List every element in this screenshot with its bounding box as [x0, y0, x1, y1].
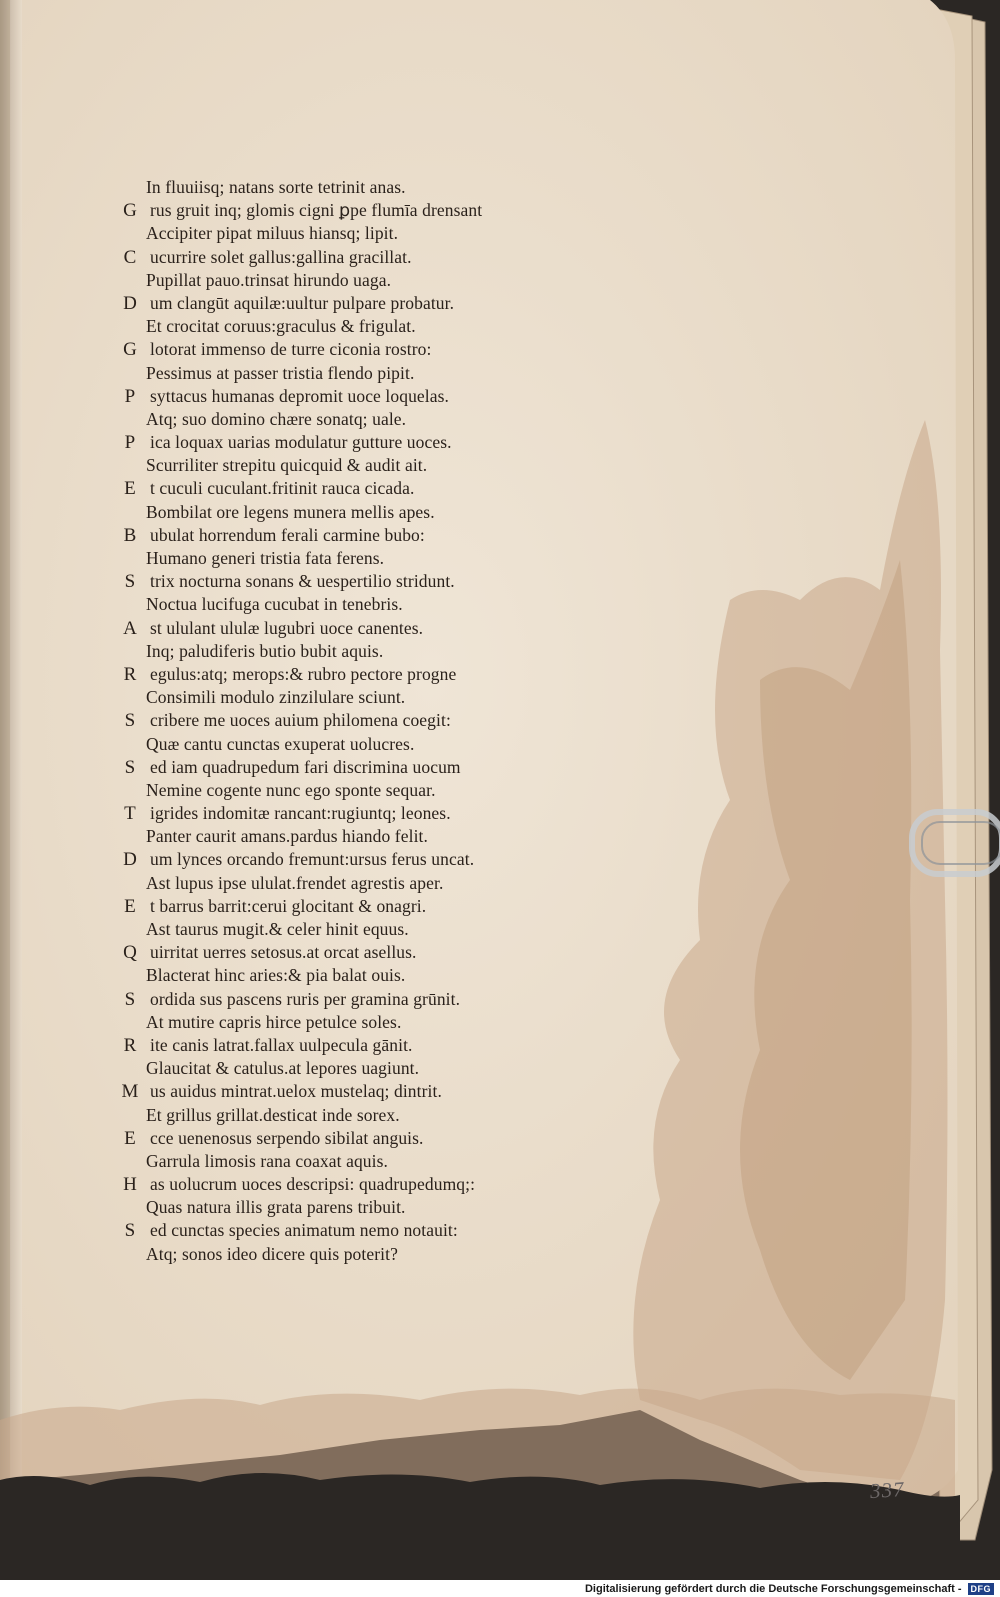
text-line	[118, 663, 588, 686]
line-text: Quas natura illis grata parens tribuit.	[146, 1197, 406, 1218]
line-text: t barrus barrit:cerui glocitant & onagri.	[150, 895, 427, 916]
line-text: cce uenenosus serpendo sibilat anguis.	[150, 1127, 424, 1148]
text-line	[118, 988, 588, 1011]
text-line	[118, 1104, 588, 1127]
text-line	[118, 222, 588, 245]
text-line	[118, 593, 588, 616]
text-line	[118, 1219, 588, 1242]
line-text: Scurriliter strepitu quicquid & audit ait.	[146, 455, 428, 476]
text-line	[118, 1080, 588, 1103]
text-line	[118, 802, 588, 825]
line-text: Ast lupus ipse ululat.frendet agrestis aper.	[146, 872, 444, 893]
line-text: um clangūt aquilæ:uultur pulpare probatur.	[150, 292, 455, 313]
guide-letter: D	[123, 849, 137, 871]
line-text: ubulat horrendum ferali carmine bubo:	[150, 524, 425, 545]
text-line	[118, 547, 588, 570]
line-text: In fluuiisq; natans sorte tetrinit anas.	[146, 177, 406, 197]
line-text: as uolucrum uoces descripsi: quadrupedumq;:	[150, 1174, 476, 1195]
text-line	[118, 292, 588, 315]
text-line	[118, 477, 588, 500]
text-line	[118, 269, 588, 292]
guide-letter: S	[124, 1220, 136, 1242]
text-line	[118, 941, 588, 964]
text-line	[118, 779, 588, 802]
line-text: Humano generi tristia fata ferens.	[146, 548, 385, 568]
text-line	[118, 895, 588, 918]
line-text: Atq; sonos ideo dicere quis poterit?	[146, 1243, 398, 1264]
guide-letter: P	[124, 432, 136, 454]
line-text: Consimili modulo zinzilulare sciunt.	[146, 687, 406, 708]
line-text: ite canis latrat.fallax uulpecula gānit.	[150, 1034, 413, 1055]
line-text: t cuculi cuculant.fritinit rauca cicada.	[150, 478, 415, 499]
guide-letter: E	[124, 1127, 136, 1149]
guide-letter: M	[121, 1081, 139, 1103]
line-text: ed cunctas species animatum nemo notauit:	[150, 1220, 458, 1241]
text-line	[118, 454, 588, 477]
guide-letter: C	[123, 246, 137, 268]
guide-letter: A	[123, 617, 137, 639]
dfg-logo-icon: DFG	[968, 1583, 995, 1595]
text-line	[118, 524, 588, 547]
line-text: Inq; paludiferis butio bubit aquis.	[146, 640, 384, 661]
line-text: Ast taurus mugit.& celer hinit equus.	[146, 919, 409, 939]
line-text: Blacterat hinc aries:& pia balat ouis.	[146, 965, 406, 986]
line-text: ordida sus pascens ruris per gramina grūnit.	[150, 988, 461, 1009]
footer-bar	[0, 1580, 1000, 1597]
guide-letter: S	[124, 756, 136, 778]
line-text: Quæ cantu cunctas exuperat uolucres.	[146, 733, 415, 754]
text-line	[118, 246, 588, 269]
text-line	[118, 176, 588, 199]
guide-letter: S	[124, 571, 136, 593]
line-text: rus gruit inq; glomis cigni ꝑpe flumīa drensant	[150, 200, 483, 221]
guide-letter: P	[124, 385, 136, 407]
line-text: um lynces orcando fremunt:ursus ferus uncat.	[150, 849, 475, 870]
guide-letter: D	[123, 292, 137, 314]
text-line	[118, 362, 588, 385]
guide-letter: S	[124, 710, 136, 732]
text-line	[118, 1011, 588, 1034]
guide-letter: B	[123, 524, 137, 546]
text-line	[118, 872, 588, 895]
line-text: Et grillus grillat.desticat inde sorex.	[146, 1104, 400, 1125]
text-line	[118, 501, 588, 524]
text-line	[118, 825, 588, 848]
line-text: cribere me uoces auium philomena coegit:	[150, 710, 451, 731]
text-line	[118, 570, 588, 593]
line-text: egulus:atq; merops:& rubro pectore progne	[150, 663, 457, 684]
funding-credit: Digitalisierung gefördert durch die Deutsche Forschungsgemeinschaft -	[584, 1582, 962, 1595]
text-line	[118, 1127, 588, 1150]
line-text: Garrula limosis rana coaxat aquis.	[146, 1150, 388, 1171]
text-line	[118, 1057, 588, 1080]
text-line	[118, 709, 588, 732]
text-line	[118, 918, 588, 941]
line-text: uirritat uerres setosus.at orcat asellus.	[150, 942, 417, 963]
line-text: Pupillat pauo.trinsat hirundo uaga.	[146, 269, 392, 290]
text-line	[118, 733, 588, 756]
guide-letter: G	[123, 200, 137, 222]
line-text: ed iam quadrupedum fari discrimina uocum	[150, 756, 461, 777]
guide-letter: R	[123, 1034, 137, 1056]
line-text: Atq; suo domino chære sonatq; uale.	[146, 408, 407, 429]
text-line	[118, 640, 588, 663]
guide-letter: G	[123, 339, 137, 361]
line-text: lotorat immenso de turre ciconia rostro:	[150, 339, 432, 360]
folio-number: 337	[869, 1476, 906, 1504]
guide-letter: Q	[123, 942, 137, 964]
text-line	[118, 848, 588, 871]
text-line	[118, 1243, 588, 1266]
line-text: At mutire capris hirce petulce soles.	[146, 1011, 402, 1032]
guide-letter: E	[124, 895, 136, 917]
text-line	[118, 338, 588, 361]
line-text: trix nocturna sonans & uespertilio stridunt.	[150, 571, 455, 592]
guide-letter: S	[124, 988, 136, 1010]
poem-text-block	[118, 176, 588, 1266]
line-text: Pessimus at passer tristia flendo pipit.	[146, 362, 415, 383]
text-line	[118, 1150, 588, 1173]
text-line	[118, 1034, 588, 1057]
guide-letter: H	[123, 1174, 137, 1196]
line-text: Glaucitat & catulus.at lepores uagiunt.	[146, 1058, 420, 1079]
text-line	[118, 964, 588, 987]
line-text: Noctua lucifuga cucubat in tenebris.	[146, 594, 403, 615]
guide-letter: E	[124, 478, 136, 500]
line-text: syttacus humanas depromit uoce loquelas.	[150, 385, 449, 406]
text-line	[118, 686, 588, 709]
text-line	[118, 617, 588, 640]
text-line	[118, 199, 588, 222]
text-line	[118, 408, 588, 431]
line-text: us auidus mintrat.uelox mustelaq; dintrit.	[150, 1081, 442, 1102]
line-text: ucurrire solet gallus:gallina gracillat.	[150, 246, 412, 267]
text-line	[118, 1196, 588, 1219]
line-text: igrides indomitæ rancant:rugiuntq; leones.	[150, 803, 451, 824]
line-text: Et crocitat coruus:graculus & frigulat.	[146, 316, 416, 337]
line-text: ica loquax uarias modulatur gutture uoces.	[150, 432, 452, 453]
guide-letter: R	[123, 663, 137, 685]
text-line	[118, 1173, 588, 1196]
line-text: Bombilat ore legens munera mellis apes.	[146, 501, 435, 522]
text-line	[118, 315, 588, 338]
line-text: Accipiter pipat miluus hiansq; lipit.	[146, 223, 399, 244]
line-text: Nemine cogente nunc ego sponte sequar.	[146, 779, 436, 800]
line-text: Panter caurit amans.pardus hiando felit.	[146, 826, 428, 847]
text-line	[118, 756, 588, 779]
text-line	[118, 385, 588, 408]
guide-letter: T	[124, 803, 136, 825]
line-text: st ululant ululæ lugubri uoce canentes.	[150, 617, 424, 638]
text-line	[118, 431, 588, 454]
